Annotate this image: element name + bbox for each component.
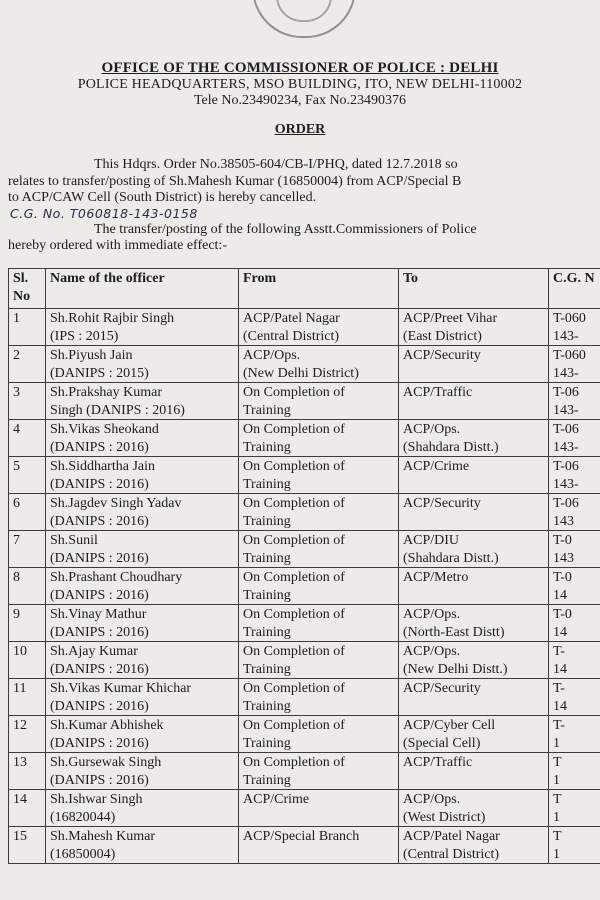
cell-from: On Completion of Training [239, 457, 399, 494]
cell-sl-no: 1 [9, 309, 46, 346]
cell-to: ACP/Ops. (West District) [399, 790, 549, 827]
cell-from: ACP/Special Branch [239, 827, 399, 864]
cell-sl-no: 9 [9, 605, 46, 642]
cell-sl-no: 10 [9, 642, 46, 679]
cell-officer-name: Sh.Sunil (DANIPS : 2016) [46, 531, 239, 568]
cell-sl-no: 12 [9, 716, 46, 753]
cell-cg-no: T 1 [549, 827, 600, 864]
cell-from: On Completion of Training [239, 753, 399, 790]
table-row [9, 494, 600, 531]
cell-officer-name: Sh.Prashant Choudhary (DANIPS : 2016) [46, 568, 239, 605]
transfer-posting-table [8, 268, 600, 864]
cell-officer-name: Sh.Mahesh Kumar (16850004) [46, 827, 239, 864]
cell-officer-name: Sh.Gursewak Singh (DANIPS : 2016) [46, 753, 239, 790]
cell-sl-no: 15 [9, 827, 46, 864]
cell-from: On Completion of Training [239, 679, 399, 716]
col-header-from: From [239, 269, 399, 309]
table-row [9, 457, 600, 494]
cell-from: On Completion of Training [239, 420, 399, 457]
cell-cg-no: T-0 14 [549, 568, 600, 605]
cell-sl-no: 6 [9, 494, 46, 531]
cell-cg-no: T- 1 [549, 716, 600, 753]
cell-sl-no: 2 [9, 346, 46, 383]
cell-sl-no: 14 [9, 790, 46, 827]
cell-officer-name: Sh.Vikas Kumar Khichar (DANIPS : 2016) [46, 679, 239, 716]
cell-cg-no: T-06 143- [549, 383, 600, 420]
cell-to: ACP/Security [399, 679, 549, 716]
cell-sl-no: 8 [9, 568, 46, 605]
cell-to: ACP/Cyber Cell (Special Cell) [399, 716, 549, 753]
table-row [9, 531, 600, 568]
cell-to: ACP/Traffic [399, 383, 549, 420]
cell-officer-name: Sh.Vikas Sheokand (DANIPS : 2016) [46, 420, 239, 457]
cell-officer-name: Sh.Ishwar Singh (16820044) [46, 790, 239, 827]
cell-from: On Completion of Training [239, 383, 399, 420]
cell-to: ACP/Metro [399, 568, 549, 605]
col-header-to: To [399, 269, 549, 309]
paragraph-1-line-2: relates to transfer/posting of Sh.Mahesh Kumar (16850004) from ACP/Special B [8, 174, 462, 189]
cell-cg-no: T-06 143- [549, 457, 600, 494]
cell-to: ACP/Patel Nagar (Central District) [399, 827, 549, 864]
table-row [9, 716, 600, 753]
paragraph-2-line-1: The transfer/posting of the following Asstt.Commissioners of Police [94, 222, 477, 237]
emblem-inner-ring [276, 0, 332, 22]
office-contact: Tele No.23490234, Fax No.23490376 [193, 93, 407, 108]
cell-from: ACP/Patel Nagar (Central District) [239, 309, 399, 346]
cell-from: On Completion of Training [239, 494, 399, 531]
table-row [9, 642, 600, 679]
cell-sl-no: 3 [9, 383, 46, 420]
cell-to: ACP/Ops. (New Delhi Distt.) [399, 642, 549, 679]
cell-sl-no: 11 [9, 679, 46, 716]
cell-from: ACP/Ops. (New Delhi District) [239, 346, 399, 383]
col-header-sl: Sl. No [9, 269, 46, 309]
cell-from: On Completion of Training [239, 716, 399, 753]
order-heading: ORDER [274, 122, 326, 137]
cell-to: ACP/DIU (Shahdara Distt.) [399, 531, 549, 568]
table-row [9, 790, 600, 827]
cell-sl-no: 5 [9, 457, 46, 494]
cell-to: ACP/Preet Vihar (East District) [399, 309, 549, 346]
paragraph-2-line-2: hereby ordered with immediate effect:- [8, 238, 227, 253]
office-address: POLICE HEADQUARTERS, MSO BUILDING, ITO, NEW DELHI-110002 [77, 77, 523, 92]
cell-to: ACP/Ops. (Shahdara Distt.) [399, 420, 549, 457]
cell-cg-no: T 1 [549, 790, 600, 827]
cell-to: ACP/Security [399, 494, 549, 531]
handwritten-cg-number: C.G. No. T060818-143-0158 [10, 206, 198, 221]
cell-officer-name: Sh.Ajay Kumar (DANIPS : 2016) [46, 642, 239, 679]
cell-officer-name: Sh.Siddhartha Jain (DANIPS : 2016) [46, 457, 239, 494]
cell-cg-no: T- 14 [549, 642, 600, 679]
cell-sl-no: 7 [9, 531, 46, 568]
cell-officer-name: Sh.Vinay Mathur (DANIPS : 2016) [46, 605, 239, 642]
cell-cg-no: T- 14 [549, 679, 600, 716]
paragraph-1-line-3: to ACP/CAW Cell (South District) is hereby cancelled. [8, 190, 317, 205]
table-row [9, 383, 600, 420]
cell-sl-no: 13 [9, 753, 46, 790]
cell-from: ACP/Crime [239, 790, 399, 827]
cell-cg-no: T-060 143- [549, 346, 600, 383]
table-header-row [9, 269, 600, 309]
table-row [9, 346, 600, 383]
cell-cg-no: T-06 143 [549, 494, 600, 531]
col-header-name: Name of the officer [46, 269, 239, 309]
table-row [9, 420, 600, 457]
cell-officer-name: Sh.Rohit Rajbir Singh (IPS : 2015) [46, 309, 239, 346]
cell-cg-no: T-06 143- [549, 420, 600, 457]
cell-officer-name: Sh.Jagdev Singh Yadav (DANIPS : 2016) [46, 494, 239, 531]
cell-officer-name: Sh.Kumar Abhishek (DANIPS : 2016) [46, 716, 239, 753]
table-row [9, 679, 600, 716]
cell-from: On Completion of Training [239, 642, 399, 679]
col-header-cg-no: C.G. N [549, 269, 600, 309]
cell-from: On Completion of Training [239, 605, 399, 642]
cell-cg-no: T-0 143 [549, 531, 600, 568]
cell-officer-name: Sh.Prakshay Kumar Singh (DANIPS : 2016) [46, 383, 239, 420]
table-row [9, 309, 600, 346]
table-body [9, 309, 600, 864]
cell-from: On Completion of Training [239, 531, 399, 568]
cell-to: ACP/Crime [399, 457, 549, 494]
paragraph-1-line-1: This Hdqrs. Order No.38505-604/CB-I/PHQ, dated 12.7.2018 so [94, 157, 458, 172]
cell-to: ACP/Traffic [399, 753, 549, 790]
cell-officer-name: Sh.Piyush Jain (DANIPS : 2015) [46, 346, 239, 383]
cell-cg-no: T-060 143- [549, 309, 600, 346]
cell-sl-no: 4 [9, 420, 46, 457]
cell-to: ACP/Security [399, 346, 549, 383]
delhi-police-emblem-icon [252, 0, 356, 38]
cell-cg-no: T-0 14 [549, 605, 600, 642]
table-row [9, 753, 600, 790]
cell-to: ACP/Ops. (North-East Distt) [399, 605, 549, 642]
table-row [9, 568, 600, 605]
cell-cg-no: T 1 [549, 753, 600, 790]
table-row [9, 827, 600, 864]
table-row [9, 605, 600, 642]
cell-from: On Completion of Training [239, 568, 399, 605]
office-title: OFFICE OF THE COMMISSIONER OF POLICE : DELHI [101, 60, 499, 76]
